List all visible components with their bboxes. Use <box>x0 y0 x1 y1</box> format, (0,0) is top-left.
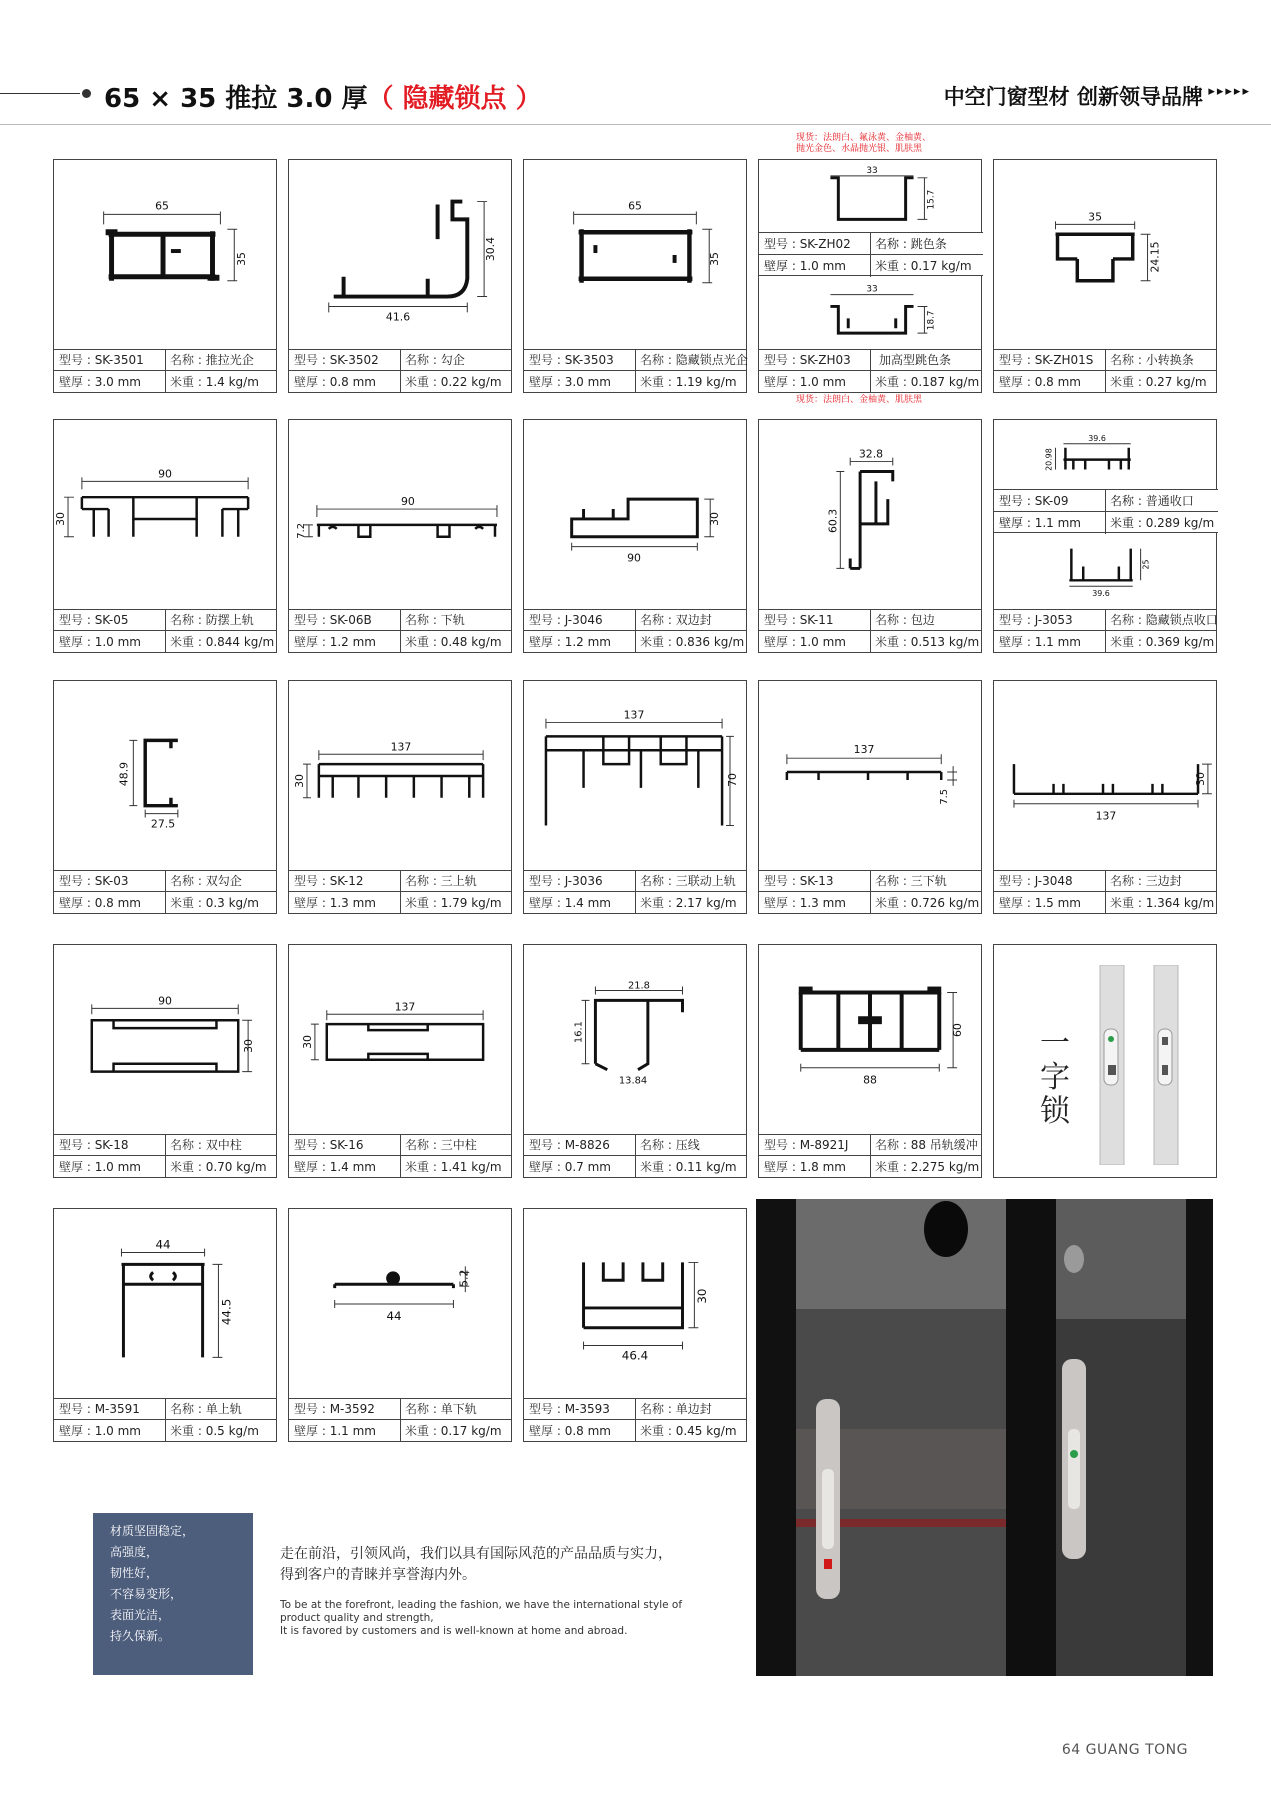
dim-label: 137 <box>1095 809 1117 823</box>
spec-table: 型号 : J-3046 名称 : 双边封 壁厚 : 1.2 mm 米重 : 0.836 kg/m <box>523 609 747 653</box>
spec-table: 型号 : SK-06B 名称 : 下轨 壁厚 : 1.2 mm 米重 : 0.48 kg/m <box>288 609 512 653</box>
product-card-m-3592 <box>288 1208 512 1442</box>
product-card-sk-13 <box>758 680 982 914</box>
product-card-sk-zh-dual <box>758 159 982 393</box>
product-card-sk-16 <box>288 944 512 1178</box>
dim-label: 30 <box>293 774 307 788</box>
spec-table: 型号 : SK-ZH01S 名称 : 小转换条 壁厚 : 0.8 mm 米重 : 0.27 kg/m <box>993 349 1217 393</box>
stock-note-top: 现货：法朗白、氟泳黄、金柚黄、 抛光金色、水晶抛光银、肌肤黑 <box>796 133 932 154</box>
spec-table: 型号 : SK-16 名称 : 三中柱 壁厚 : 1.4 mm 米重 : 1.41 kg/m <box>288 1134 512 1178</box>
spec-table: 型号 : SK-18 名称 : 双中柱 壁厚 : 1.0 mm 米重 : 0.70 kg/m <box>53 1134 277 1178</box>
dim-label: 30 <box>1193 772 1207 786</box>
profile-drawing <box>993 159 1217 350</box>
dim-label: 35 <box>708 252 722 266</box>
title-highlight: （ 隐藏锁点 ） <box>367 84 542 114</box>
dim-label: 32.8 <box>858 447 884 461</box>
spec-table: 型号 : SK-05 名称 : 防摆上轨 壁厚 : 1.0 mm 米重 : 0.844 kg/m <box>53 609 277 653</box>
profile-drawing <box>523 1208 747 1399</box>
dim-label: 30.4 <box>484 236 498 262</box>
feature-list: 材质坚固稳定， 高强度， 韧性好， 不容易变形， 表面光洁， 持久保新。 <box>93 1513 253 1675</box>
dim-label: 90 <box>627 551 641 565</box>
product-card-m-3591 <box>53 1208 277 1442</box>
dim-label: 30 <box>695 1288 710 1304</box>
spec-table-sk-zh02: 型号 : SK-ZH02 名称 : 跳色条 壁厚 : 1.0 mm 米重 : 0.17 kg/m <box>759 232 983 276</box>
dim-label: 90 <box>158 994 172 1008</box>
product-card-sk-3502 <box>288 159 512 393</box>
dim-label: 18.7 <box>926 310 937 331</box>
dim-label: 35 <box>235 252 249 266</box>
dim-label: 60 <box>951 1023 965 1038</box>
spec-table: 型号 : J-3053 名称 : 隐藏锁点收口 壁厚 : 1.1 mm 米重 : 0.369 kg/m <box>993 609 1217 653</box>
dim-label: 5.2 <box>457 1269 471 1287</box>
dim-label: 90 <box>158 467 172 481</box>
spec-table: 型号 : J-3036 名称 : 三联动上轨 壁厚 : 1.4 mm 米重 : 2.17 kg/m <box>523 870 747 914</box>
dim-label: 16.1 <box>573 1021 585 1044</box>
spec-table: 型号 : SK-3502 名称 : 勾企 壁厚 : 0.8 mm 米重 : 0.22 kg/m <box>288 349 512 393</box>
product-card-sk-3501 <box>53 159 277 393</box>
dim-label: 13.84 <box>618 1075 648 1087</box>
arrows-icon: ▸▸▸▸▸ <box>1208 84 1251 99</box>
dim-label: 44 <box>386 1308 402 1323</box>
product-card-j-3036 <box>523 680 747 914</box>
dim-label: 44.5 <box>219 1298 234 1326</box>
profile-drawing <box>758 159 982 350</box>
page-number: 64 <box>1061 1742 1081 1758</box>
dim-label: 65 <box>628 199 642 213</box>
wall-value: 3.0 mm <box>94 375 141 389</box>
header-line <box>0 93 80 94</box>
dim-label: 88 <box>863 1073 877 1087</box>
spec-table: 型号 : SK-3503 名称 : 隐藏锁点光企 壁厚 : 3.0 mm 米重 : 1.19 kg/m <box>523 349 747 393</box>
dim-label: 7.5 <box>939 788 951 805</box>
profile-drawing <box>993 419 1217 610</box>
dim-label: 44 <box>155 1237 171 1252</box>
product-card-m-8826 <box>523 944 747 1178</box>
slogan-chinese: 走在前沿，引领风尚，我们以具有国际风范的产品品质与实力， 得到客户的青睐并享誉海内外。 <box>280 1546 672 1583</box>
dim-label: 137 <box>390 740 412 754</box>
dim-label: 33 <box>866 165 878 176</box>
spec-table: 型号 : SK-13 名称 : 三下轨 壁厚 : 1.3 mm 米重 : 0.726 kg/m <box>758 870 982 914</box>
page-title: 65 × 35 推拉 3.0 厚（ 隐藏锁点 ） <box>104 84 542 114</box>
spec-table: 型号 : M-8826 名称 : 压线 壁厚 : 0.7 mm 米重 : 0.11 kg/m <box>523 1134 747 1178</box>
stock-note-bottom: 现货：法朗白、金柚黄、肌肤黑 <box>796 395 923 405</box>
product-card-sk-09-j-3053 <box>993 419 1217 653</box>
spec-table: 型号 : M-3591 名称 : 单上轨 壁厚 : 1.0 mm 米重 : 0.5 kg/m <box>53 1398 277 1442</box>
product-card-m-8921j <box>758 944 982 1178</box>
dim-label: 24.15 <box>1148 241 1162 273</box>
brand-tagline: 中空门窗型材 创新领导品牌 <box>943 85 1203 109</box>
profile-drawing <box>288 944 512 1135</box>
spec-table: 型号 : J-3048 名称 : 三边封 壁厚 : 1.5 mm 米重 : 1.364 kg/m <box>993 870 1217 914</box>
dim-label: 41.6 <box>385 310 411 324</box>
profile-drawing <box>53 680 277 871</box>
lock-label: 一字锁 <box>1040 1026 1070 1129</box>
spec-table: 型号 : SK-ZH03 加高型跳色条 壁厚 : 1.0 mm 米重 : 0.187 kg/m <box>758 349 982 393</box>
dim-label: 15.7 <box>926 189 937 210</box>
dim-label: 21.8 <box>627 980 650 992</box>
dim-label: 65 <box>155 199 169 213</box>
profile-drawing <box>758 680 982 871</box>
spec-table: 型号 : M-3592 名称 : 单下轨 壁厚 : 1.1 mm 米重 : 0.17 kg/m <box>288 1398 512 1442</box>
product-card-sk-03 <box>53 680 277 914</box>
spec-table: 型号 : SK-03 名称 : 双勾企 壁厚 : 0.8 mm 米重 : 0.3 kg/m <box>53 870 277 914</box>
product-card-j-3048 <box>993 680 1217 914</box>
dim-label: 35 <box>1088 210 1103 224</box>
dim-label: 137 <box>394 1000 416 1014</box>
spec-table-sk-09: 型号 : SK-09 名称 : 普通收口 壁厚 : 1.1 mm 米重 : 0.289 kg/m <box>994 489 1218 533</box>
dim-label: 20.98 <box>1044 448 1054 471</box>
product-card-m-3593 <box>523 1208 747 1442</box>
profile-drawing <box>993 680 1217 871</box>
dim-label: 30 <box>708 512 722 526</box>
profile-drawing <box>53 944 277 1135</box>
lock-product-card <box>993 944 1217 1178</box>
dim-label: 30 <box>300 1035 314 1049</box>
dim-label: 7.2 <box>296 522 308 539</box>
product-card-sk-zh01s <box>993 159 1217 393</box>
profile-drawing <box>53 1208 277 1399</box>
profile-drawing <box>288 1208 512 1399</box>
dim-label: 30 <box>242 1039 256 1053</box>
product-card-sk-12 <box>288 680 512 914</box>
product-card-sk-3503 <box>523 159 747 393</box>
header-dot <box>82 89 91 98</box>
spec-table: 型号 : M-8921J 名称 : 88 吊轨缓冲 壁厚 : 1.8 mm 米重 : 2.275 kg/m <box>758 1134 982 1178</box>
brand-name: GUANG TONG <box>1085 1742 1188 1758</box>
dim-label: 27.5 <box>150 817 176 831</box>
name-value: 推拉光企 <box>205 353 254 367</box>
dim-label: 137 <box>853 743 875 757</box>
spec-table: 型号 : SK-3501 名称 : 推拉光企 壁厚 : 3.0 mm 米重 : 1.4 kg/m <box>53 349 277 393</box>
profile-drawing <box>523 419 747 610</box>
dim-label: 60.3 <box>826 508 840 534</box>
dim-label: 48.9 <box>117 761 131 787</box>
header-rule <box>0 124 1271 125</box>
spec-table: 型号 : SK-11 名称 : 包边 壁厚 : 1.0 mm 米重 : 0.513 kg/m <box>758 609 982 653</box>
page-footer <box>1062 1742 1188 1758</box>
dim-label: 33 <box>866 284 878 295</box>
profile-drawing <box>288 680 512 871</box>
model-value: SK-3501 <box>94 353 144 367</box>
lock-hardware-image <box>1094 965 1204 1165</box>
profile-drawing <box>288 419 512 610</box>
profile-drawing <box>53 159 277 350</box>
product-card-sk-11 <box>758 419 982 653</box>
product-card-j-3046 <box>523 419 747 653</box>
product-card-sk-18 <box>53 944 277 1178</box>
dim-label: 39.6 <box>1088 433 1106 443</box>
profile-drawing <box>758 944 982 1135</box>
profile-drawing <box>523 944 747 1135</box>
profile-drawing <box>758 419 982 610</box>
profile-drawing <box>288 159 512 350</box>
dim-label: 25 <box>1141 559 1151 570</box>
product-card-sk-05 <box>53 419 277 653</box>
profile-drawing <box>53 419 277 610</box>
dim-label: 46.4 <box>621 1348 649 1363</box>
spec-table: 型号 : SK-12 名称 : 三上轨 壁厚 : 1.3 mm 米重 : 1.79 kg/m <box>288 870 512 914</box>
weight-value: 1.4 kg/m <box>205 375 259 389</box>
slogan-english: To be at the forefront, leading the fashion, we have the international style of product quality and strength, It is favored by customers and is well-known at home and abroad. <box>280 1599 683 1637</box>
profile-drawing <box>523 680 747 871</box>
door-lock-photo <box>756 1199 1213 1676</box>
spec-table: 型号 : M-3593 名称 : 单边封 壁厚 : 0.8 mm 米重 : 0.45 kg/m <box>523 1398 747 1442</box>
product-card-sk-06b <box>288 419 512 653</box>
dim-label: 39.6 <box>1092 589 1110 599</box>
profile-drawing <box>523 159 747 350</box>
dim-label: 30 <box>54 512 68 526</box>
dim-label: 90 <box>400 495 415 509</box>
dim-label: 137 <box>623 708 645 722</box>
dim-label: 70 <box>725 773 739 787</box>
